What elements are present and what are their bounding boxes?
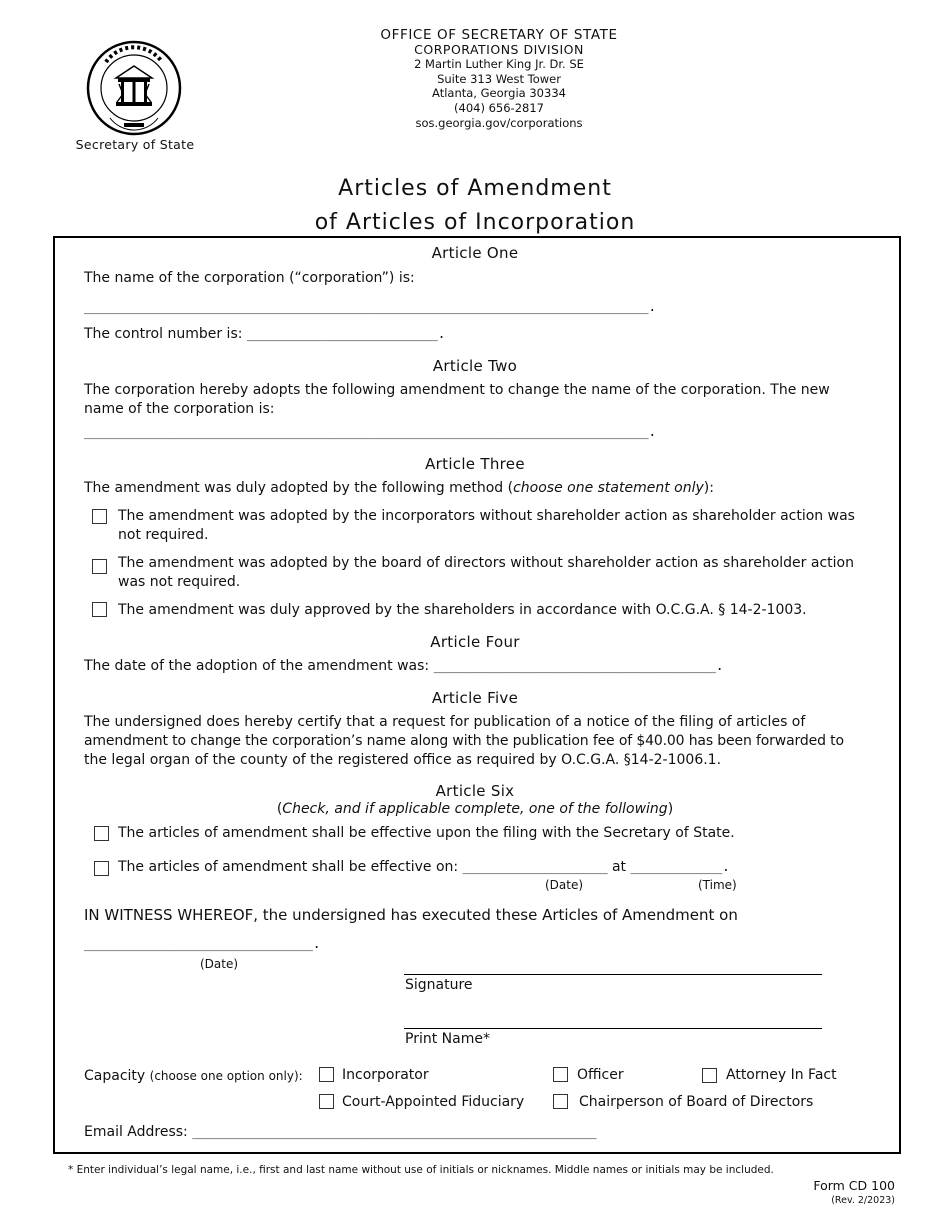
at-label: at (611, 859, 627, 875)
form-title (0, 172, 950, 240)
effective-time-caption: (Time) (698, 878, 737, 892)
control-number-row (84, 325, 445, 344)
new-corporation-name-field[interactable]: __________________________________________________________________________. (84, 425, 656, 440)
article-six-heading: Article Six (435, 782, 515, 800)
effective-upon-filing-text: The articles of amendment shall be effective upon the filing with the Secretary of State. (118, 825, 735, 841)
corporation-name-field[interactable]: __________________________________________________________________________. (84, 300, 656, 315)
officer-label: Officer (577, 1067, 624, 1083)
attorney-in-fact-checkbox[interactable] (702, 1068, 717, 1083)
witness-statement: IN WITNESS WHEREOF, the undersigned has executed these Articles of Amendment on (84, 906, 738, 924)
court-appointed-fiduciary-label: Court-Appointed Fiduciary (342, 1094, 525, 1110)
adopted-by-incorporators-text: The amendment was adopted by the incorporators without shareholder action as shareholder action was (118, 508, 855, 524)
instructions-italic: Check, and if applicable complete, one of the following (282, 801, 668, 817)
article-four-heading: Article Four (430, 633, 520, 651)
chairperson-checkbox[interactable] (553, 1094, 568, 1109)
email-label: Email Address: (84, 1124, 188, 1140)
approved-by-shareholders-text: The amendment was duly approved by the shareholders in accordance with O.C.G.A. § 14-2-1003. (118, 602, 807, 618)
article-three-heading: Article Three (425, 455, 525, 473)
article-one-heading: Article One (431, 244, 519, 262)
address-line: 2 Martin Luther King Jr. Dr. SE (414, 57, 584, 72)
adopted-by-board-checkbox[interactable] (92, 559, 107, 574)
officer-checkbox[interactable] (553, 1067, 568, 1082)
effective-on-date-checkbox[interactable] (94, 861, 109, 876)
website: sos.georgia.gov/corporations (415, 115, 583, 130)
effective-date-field[interactable]: ___________________ (462, 860, 608, 875)
signature-line[interactable] (404, 974, 822, 975)
form-number: Form CD 100 (813, 1178, 895, 1193)
effective-on-label: The articles of amendment shall be effective on: (118, 859, 459, 875)
intro-text: The amendment was duly adopted by the following method ( (84, 480, 514, 496)
phone-number: (404) 656-2817 (454, 100, 544, 115)
signature-label: Signature (405, 977, 473, 993)
title-line-2: of Articles of Incorporation (314, 210, 636, 235)
capacity-hint: (choose one option only): (149, 1069, 303, 1083)
intro-italic: choose one statement only (513, 480, 704, 496)
print-name-line[interactable] (404, 1028, 822, 1029)
paren: ) (667, 801, 674, 817)
address-line: Suite 313 West Tower (437, 71, 561, 86)
article-two-text: The corporation hereby adopts the following amendment to change the name of the corporation. The new (84, 382, 830, 398)
adopted-by-board-text: The amendment was adopted by the board of directors without shareholder action as shareholder action (118, 555, 854, 571)
capacity-label: Capacity (84, 1068, 146, 1084)
approved-by-shareholders-checkbox[interactable] (92, 602, 107, 617)
legal-name-footnote: * Enter individual’s legal name, i.e., first and last name without use of initials or nicknames. Middle names or initials may be included. (68, 1164, 774, 1176)
adopted-by-incorporators-checkbox[interactable] (92, 509, 107, 524)
incorporator-label: Incorporator (342, 1067, 429, 1083)
control-number-field[interactable]: _________________________. (246, 327, 446, 342)
effective-on-date-row (118, 858, 730, 877)
article-five-heading: Article Five (431, 689, 519, 707)
effective-time-field[interactable]: ____________. (630, 860, 730, 875)
print-name-label: Print Name* (405, 1031, 490, 1047)
adopted-by-incorporators-text: not required. (118, 527, 209, 543)
court-appointed-fiduciary-checkbox[interactable] (319, 1094, 334, 1109)
adoption-date-field[interactable]: _____________________________________. (433, 659, 724, 674)
office-header (340, 28, 658, 130)
title-line-1: Articles of Amendment (338, 176, 612, 201)
seal-caption: Secretary of State (75, 137, 195, 152)
article-five-text: the legal organ of the county of the registered office as required by O.C.G.A. §14-2-1006.1. (84, 752, 722, 768)
execution-date-caption: (Date) (200, 957, 239, 971)
division-name: CORPORATIONS DIVISION (414, 41, 584, 57)
article-five-text: The undersigned does hereby certify that a request for publication of a notice of the filing of articles of (84, 714, 806, 730)
execution-date-field[interactable]: ______________________________. (84, 937, 321, 952)
office-name: OFFICE OF SECRETARY OF STATE (380, 27, 618, 43)
capacity-label-row (84, 1067, 303, 1086)
adoption-date-row (84, 657, 723, 676)
email-field[interactable]: _____________________________________________________ (192, 1125, 597, 1140)
intro-text: ): (703, 480, 714, 496)
paren: ( (276, 801, 283, 817)
article-five-text: amendment to change the corporation’s name along with the publication fee of $40.00 has been forwarded to (84, 733, 844, 749)
form-revision: (Rev. 2/2023) (831, 1195, 895, 1206)
adoption-date-label: The date of the adoption of the amendment was: (84, 658, 430, 674)
incorporator-checkbox[interactable] (319, 1067, 334, 1082)
effective-date-caption: (Date) (545, 878, 584, 892)
attorney-in-fact-label: Attorney In Fact (726, 1067, 837, 1083)
article-two-heading: Article Two (432, 357, 518, 375)
georgia-state-seal (86, 40, 182, 136)
article-three-intro (84, 479, 714, 498)
corporation-name-prompt: The name of the corporation (“corporation”) is: (84, 270, 415, 286)
email-row (84, 1123, 596, 1142)
article-two-text: name of the corporation is: (84, 401, 275, 417)
address-line: Atlanta, Georgia 30334 (432, 86, 566, 101)
control-number-label: The control number is: (84, 326, 243, 342)
article-six-instructions (0, 801, 950, 817)
adopted-by-board-text: was not required. (118, 574, 241, 590)
effective-upon-filing-checkbox[interactable] (94, 826, 109, 841)
chairperson-label: Chairperson of Board of Directors (579, 1094, 814, 1110)
